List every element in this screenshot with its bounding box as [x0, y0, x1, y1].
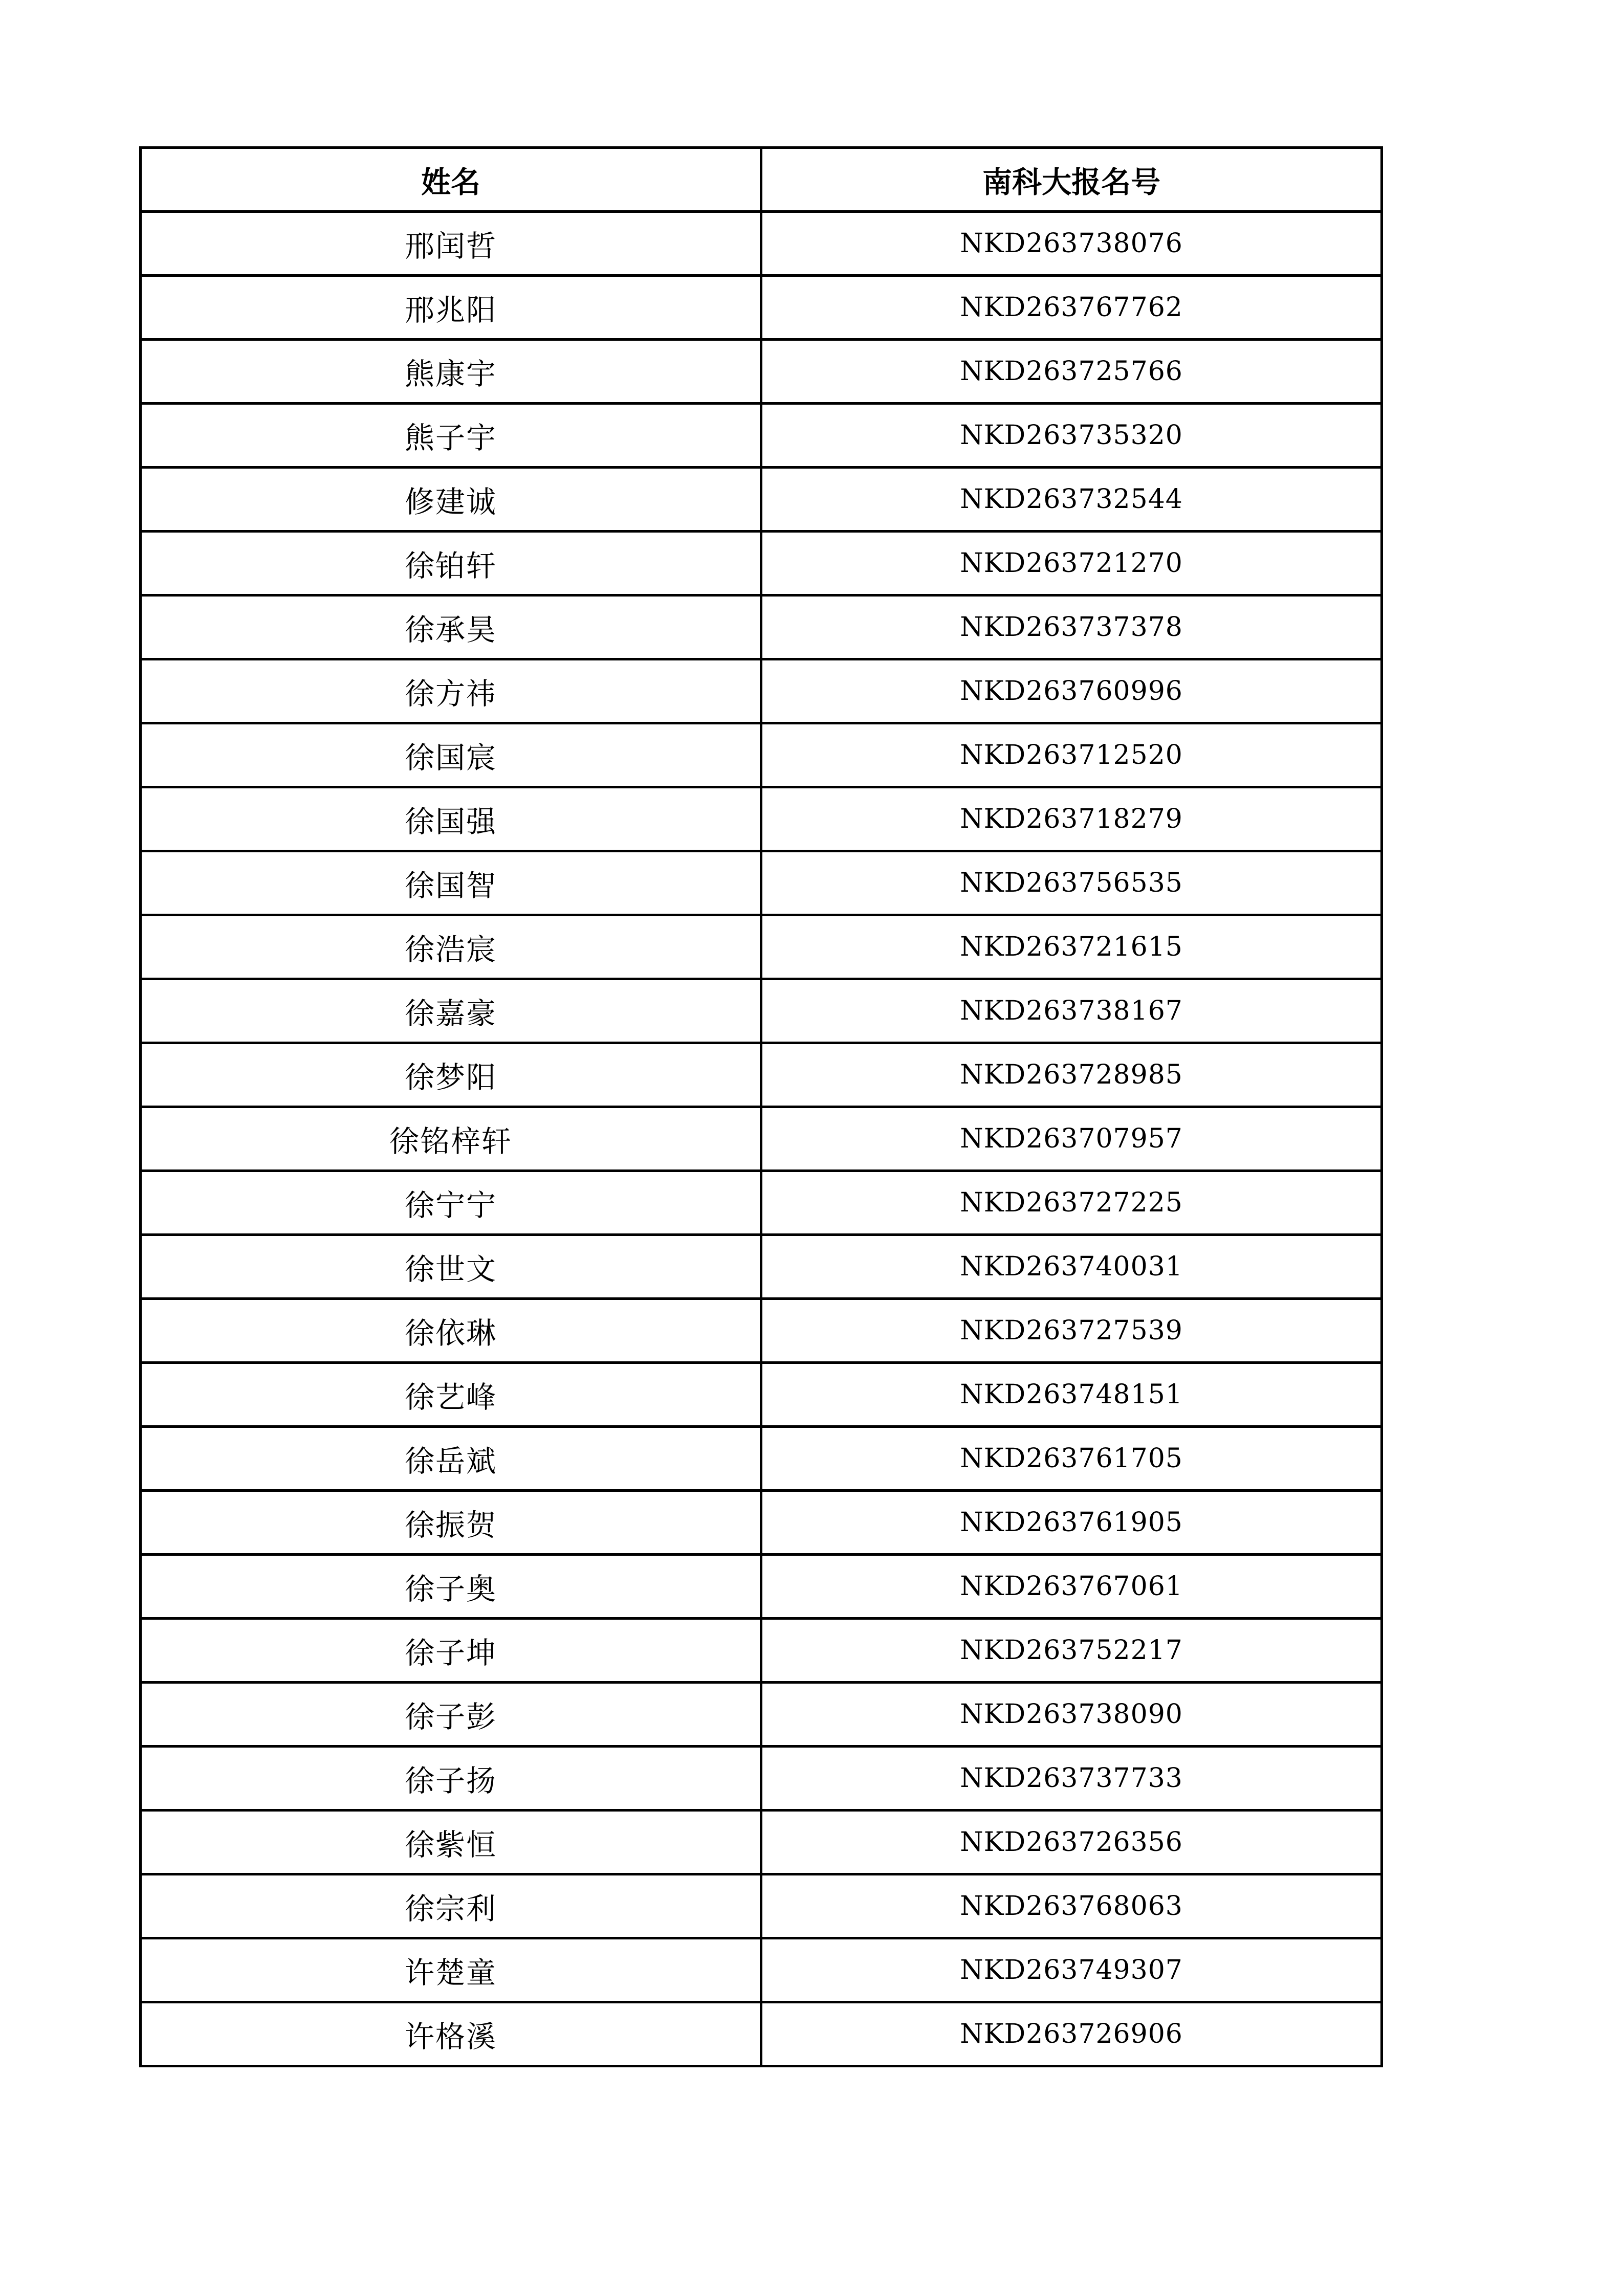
registration-number-cell: NKD263707957 — [761, 1107, 1382, 1171]
registration-number-cell: NKD263737378 — [761, 595, 1382, 659]
student-name-cell: 修建诚 — [141, 468, 761, 532]
registration-number-cell: NKD263738090 — [761, 1683, 1382, 1747]
table-row — [141, 1491, 1382, 1555]
table-row — [141, 1555, 1382, 1619]
table-row — [141, 1235, 1382, 1299]
student-name-cell: 徐铂轩 — [141, 532, 761, 595]
student-name-cell: 熊康宇 — [141, 340, 761, 404]
roster-sheet — [139, 146, 1380, 2067]
registration-number-cell: NKD263767061 — [761, 1555, 1382, 1619]
student-name-cell: 徐紫恒 — [141, 1811, 761, 1874]
table-row — [141, 532, 1382, 595]
table-row — [141, 979, 1382, 1043]
registration-number-cell: NKD263728985 — [761, 1043, 1382, 1107]
table-row — [141, 1747, 1382, 1811]
table-row — [141, 1811, 1382, 1874]
registration-number-cell: NKD263749307 — [761, 1938, 1382, 2002]
student-name-cell: 徐梦阳 — [141, 1043, 761, 1107]
table-row — [141, 1363, 1382, 1427]
table-row — [141, 212, 1382, 276]
registration-number-cell: NKD263752217 — [761, 1619, 1382, 1683]
registration-number-cell: NKD263735320 — [761, 404, 1382, 468]
table-row — [141, 1171, 1382, 1235]
registration-number-cell: NKD263726356 — [761, 1811, 1382, 1874]
registration-number-cell: NKD263712520 — [761, 723, 1382, 787]
student-name-cell: 徐子扬 — [141, 1747, 761, 1811]
table-row — [141, 1427, 1382, 1491]
registration-number-cell: NKD263748151 — [761, 1363, 1382, 1427]
student-name-cell: 徐岳斌 — [141, 1427, 761, 1491]
roster-table — [139, 146, 1383, 2067]
table-row — [141, 1299, 1382, 1363]
table-row — [141, 1874, 1382, 1938]
column-header-name: 姓名 — [141, 148, 761, 212]
registration-number-cell: NKD263760996 — [761, 659, 1382, 723]
table-row — [141, 595, 1382, 659]
registration-number-cell: NKD263727539 — [761, 1299, 1382, 1363]
table-row — [141, 340, 1382, 404]
student-name-cell: 邢兆阳 — [141, 276, 761, 340]
table-row — [141, 1683, 1382, 1747]
student-name-cell: 徐国强 — [141, 787, 761, 851]
table-row — [141, 1619, 1382, 1683]
registration-number-cell: NKD263732544 — [761, 468, 1382, 532]
student-name-cell: 徐宁宁 — [141, 1171, 761, 1235]
table-row — [141, 276, 1382, 340]
registration-number-cell: NKD263727225 — [761, 1171, 1382, 1235]
student-name-cell: 熊子宇 — [141, 404, 761, 468]
registration-number-cell: NKD263761905 — [761, 1491, 1382, 1555]
registration-number-cell: NKD263767762 — [761, 276, 1382, 340]
student-name-cell: 徐方祎 — [141, 659, 761, 723]
table-row — [141, 1043, 1382, 1107]
student-name-cell: 许楚童 — [141, 1938, 761, 2002]
student-name-cell: 许格溪 — [141, 2002, 761, 2066]
registration-number-cell: NKD263756535 — [761, 851, 1382, 915]
student-name-cell: 徐国宸 — [141, 723, 761, 787]
table-row — [141, 1107, 1382, 1171]
header-row — [141, 148, 1382, 212]
student-name-cell: 徐子坤 — [141, 1619, 761, 1683]
table-row — [141, 1938, 1382, 2002]
student-name-cell: 邢闰哲 — [141, 212, 761, 276]
column-header-registration-number: 南科大报名号 — [761, 148, 1382, 212]
table-row — [141, 404, 1382, 468]
table-row — [141, 468, 1382, 532]
student-name-cell: 徐振贺 — [141, 1491, 761, 1555]
student-name-cell: 徐宗利 — [141, 1874, 761, 1938]
registration-number-cell: NKD263768063 — [761, 1874, 1382, 1938]
table-row — [141, 851, 1382, 915]
registration-number-cell: NKD263738076 — [761, 212, 1382, 276]
table-row — [141, 723, 1382, 787]
registration-number-cell: NKD263721615 — [761, 915, 1382, 979]
table-row — [141, 915, 1382, 979]
student-name-cell: 徐依琳 — [141, 1299, 761, 1363]
roster-body — [141, 212, 1382, 2066]
registration-number-cell: NKD263738167 — [761, 979, 1382, 1043]
registration-number-cell: NKD263726906 — [761, 2002, 1382, 2066]
registration-number-cell: NKD263737733 — [761, 1747, 1382, 1811]
registration-number-cell: NKD263761705 — [761, 1427, 1382, 1491]
table-row — [141, 659, 1382, 723]
student-name-cell: 徐承昊 — [141, 595, 761, 659]
registration-number-cell: NKD263725766 — [761, 340, 1382, 404]
student-name-cell: 徐国智 — [141, 851, 761, 915]
registration-number-cell: NKD263721270 — [761, 532, 1382, 595]
table-row — [141, 787, 1382, 851]
student-name-cell: 徐铭梓轩 — [141, 1107, 761, 1171]
student-name-cell: 徐艺峰 — [141, 1363, 761, 1427]
table-row — [141, 2002, 1382, 2066]
student-name-cell: 徐世文 — [141, 1235, 761, 1299]
registration-number-cell: NKD263718279 — [761, 787, 1382, 851]
student-name-cell: 徐浩宸 — [141, 915, 761, 979]
student-name-cell: 徐子奥 — [141, 1555, 761, 1619]
student-name-cell: 徐嘉豪 — [141, 979, 761, 1043]
registration-number-cell: NKD263740031 — [761, 1235, 1382, 1299]
student-name-cell: 徐子彭 — [141, 1683, 761, 1747]
